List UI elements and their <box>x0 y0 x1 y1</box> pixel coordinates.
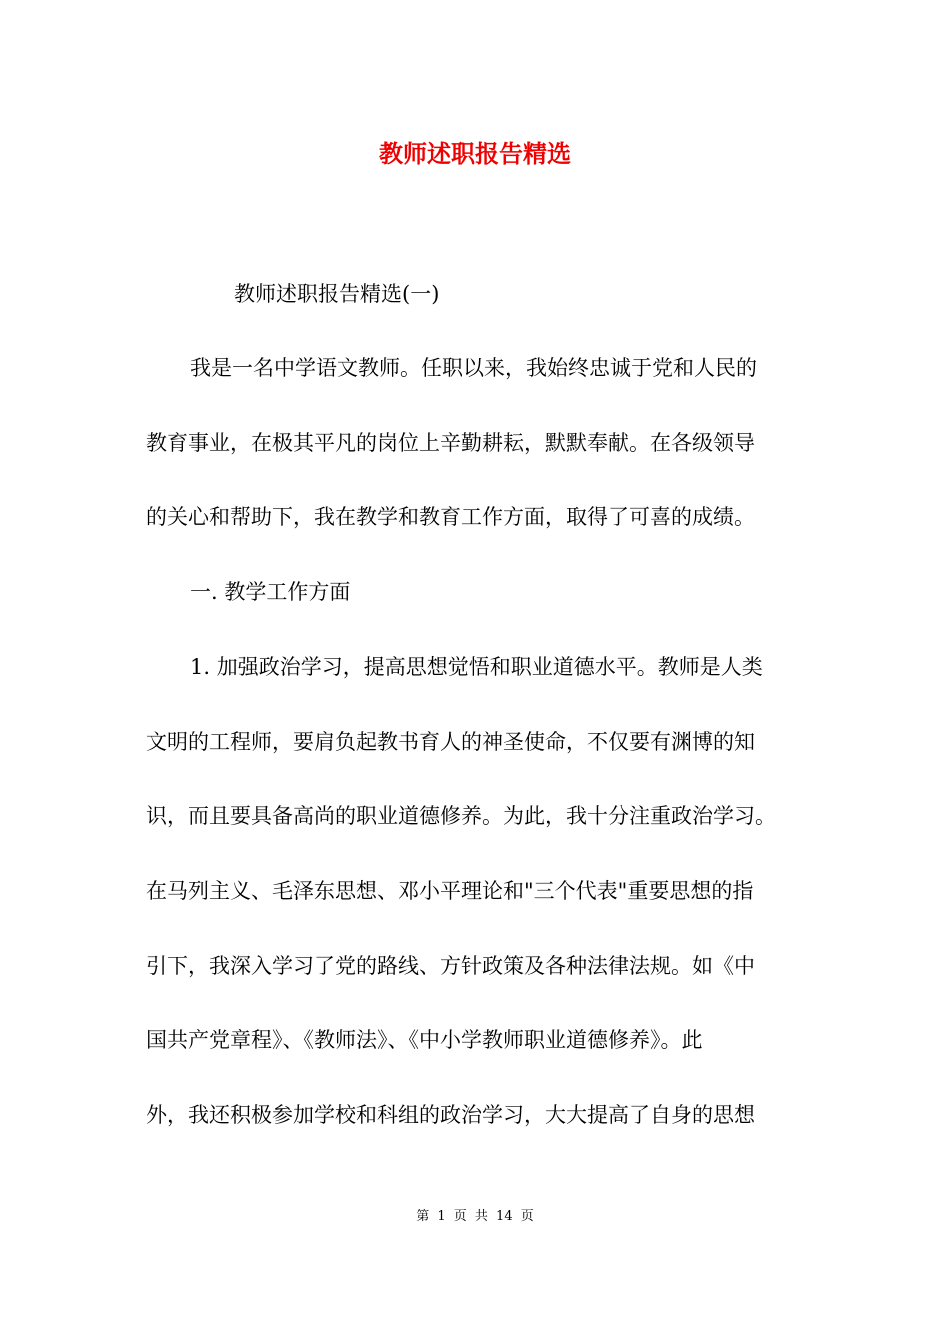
page-number-footer: 第 1 页 共 14 页 <box>416 1209 534 1224</box>
body-line: 我是一名中学语文教师。任职以来，我始终忠诚于党和人民的 <box>190 356 757 380</box>
body-line: 引下，我深入学习了党的路线、方针政策及各种法律法规。如《中 <box>146 954 755 978</box>
body-line: 文明的工程师，要肩负起教书育人的神圣使命，不仅要有渊博的知 <box>146 730 755 754</box>
body-line: 的关心和帮助下，我在教学和教育工作方面，取得了可喜的成绩。 <box>146 505 755 529</box>
body-line: 1. 加强政治学习，提高思想觉悟和职业道德水平。教师是人类 <box>190 655 763 679</box>
body-line: 教育事业，在极其平凡的岗位上辛勤耕耘，默默奉献。在各级领导 <box>146 431 755 455</box>
body-line: 识，而且要具备高尚的职业道德修养。为此，我十分注重政治学习。 <box>146 804 776 828</box>
body-line: 外，我还积极参加学校和科组的政治学习，大大提高了自身的思想 <box>146 1103 755 1127</box>
body-line: 国共产党章程》、《教师法》、《中小学教师职业道德修养》。此 <box>146 1028 703 1052</box>
section-subtitle: 教师述职报告精选(一) <box>234 282 440 306</box>
document-title: 教师述职报告精选 <box>379 139 571 168</box>
body-line: 在马列主义、毛泽东思想、邓小平理论和"三个代表"重要思想的指 <box>146 879 754 903</box>
section-heading: 一. 教学工作方面 <box>190 580 351 604</box>
